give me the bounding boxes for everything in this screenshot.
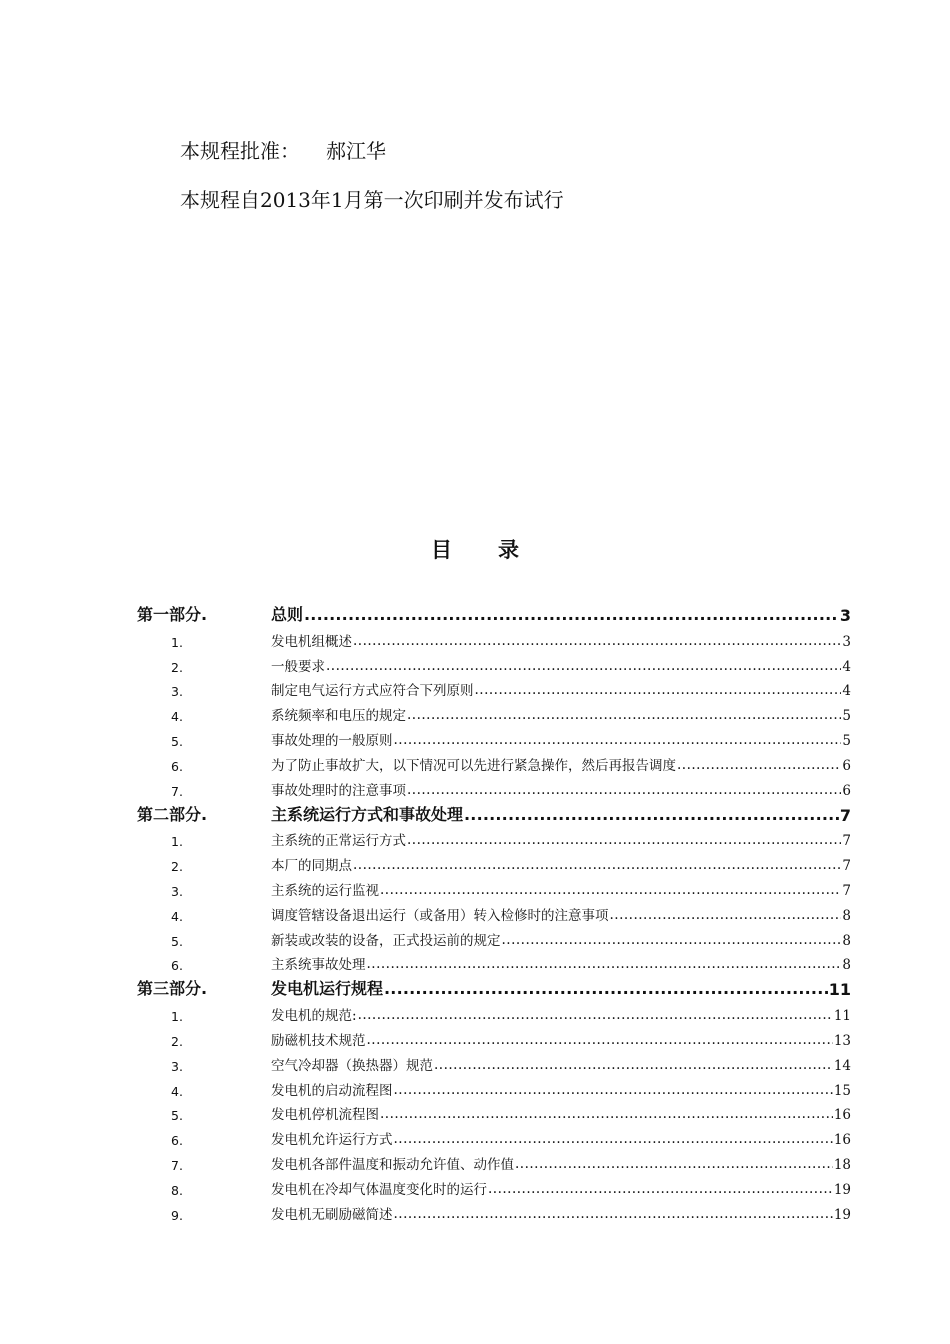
toc-entry[interactable]: [137, 949, 851, 974]
toc-entry-title: 发电机在冷却气体温度变化时的运行: [271, 1181, 487, 1198]
toc-page-number: 3: [839, 606, 851, 625]
toc-leader-dots: [353, 858, 841, 872]
toc-entry-title: 主系统的运行监视: [271, 882, 379, 899]
toc-entry-number: 4.: [171, 908, 183, 924]
approver-name: 郝江华: [326, 139, 386, 163]
toc-part-entry[interactable]: [137, 799, 851, 825]
toc-leader-dots: [488, 1181, 833, 1195]
toc-entry-number: 1.: [171, 634, 183, 650]
toc-entry[interactable]: [137, 774, 851, 799]
toc-entry-title: 发电机各部件温度和振动允许值、动作值: [271, 1156, 514, 1173]
toc-entry-number: 第二部分.: [137, 804, 208, 824]
release-line: 本规程自2013年1月第一次印刷并发布试行: [180, 188, 564, 212]
toc-leader-dots: [394, 1082, 833, 1096]
toc-leader-dots: [407, 782, 841, 796]
toc-page-number: 11: [833, 1008, 851, 1025]
toc-page-number: 7: [842, 858, 851, 875]
toc-page-number: 8: [842, 907, 851, 924]
toc-leader-dots: [384, 980, 828, 996]
toc-page-number: 18: [833, 1156, 851, 1173]
toc-page-number: 14: [833, 1057, 851, 1074]
toc-leader-dots: [515, 1156, 833, 1170]
toc-leader-dots: [304, 606, 839, 622]
toc-entry[interactable]: [137, 899, 851, 924]
toc-entry-number: 第三部分.: [137, 979, 208, 999]
toc-entry-number: 6.: [171, 758, 183, 774]
toc-leader-dots: [394, 1206, 833, 1220]
toc-leader-dots: [326, 658, 841, 672]
toc-page-number: 6: [842, 757, 851, 774]
toc-entry[interactable]: [137, 1148, 851, 1173]
toc-entry-number: 1.: [171, 834, 183, 850]
toc-entry-title: 本厂的同期点: [271, 858, 352, 875]
toc-entry[interactable]: [137, 1198, 851, 1223]
toc-entry-number: 5.: [171, 1108, 183, 1124]
toc-entry-title: 系统频率和电压的规定: [271, 708, 406, 725]
toc-page-number: 6: [842, 782, 851, 799]
toc-entry-number: 4.: [171, 1083, 183, 1099]
toc-entry[interactable]: [137, 849, 851, 874]
toc-entry[interactable]: [137, 1173, 851, 1198]
toc-entry-title: 事故处理时的注意事项: [271, 782, 406, 799]
toc-leader-dots: [380, 882, 841, 896]
toc-entry-number: 4.: [171, 709, 183, 725]
toc-entry-number: 3.: [171, 1058, 183, 1074]
toc-entry[interactable]: [137, 625, 851, 650]
toc-entry-title: 主系统的正常运行方式: [271, 833, 406, 850]
toc-leader-dots: [434, 1057, 833, 1071]
toc-entry-title: 发电机允许运行方式: [271, 1132, 393, 1149]
toc-entry-title: 空气冷却器（换热器）规范: [271, 1057, 433, 1074]
toc-entry[interactable]: [137, 749, 851, 774]
toc-entry[interactable]: [137, 999, 851, 1024]
toc-page-number: 11: [828, 980, 851, 1000]
toc-page-number: 4: [842, 683, 851, 700]
toc-entry-number: 6.: [171, 958, 183, 974]
toc-entry-number: 8.: [171, 1182, 183, 1198]
toc-entry[interactable]: [137, 724, 851, 749]
toc-entry-title: 事故处理的一般原则: [271, 732, 393, 749]
toc-page-number: 16: [833, 1132, 851, 1149]
toc-entry-number: 3.: [171, 883, 183, 899]
toc-entry-title: 为了防止事故扩大，以下情况可以先进行紧急操作，然后再报告调度: [271, 757, 676, 774]
toc-entry-title: 发电机的启动流程图: [271, 1082, 393, 1099]
toc-leader-dots: [407, 833, 841, 847]
toc-entry-number: 2.: [171, 1033, 183, 1049]
toc-entry[interactable]: [137, 1099, 851, 1124]
toc-entry-number: 3.: [171, 684, 183, 700]
toc-page-number: 8: [842, 932, 851, 949]
toc-entry-number: 5.: [171, 733, 183, 749]
toc-page-number: 15: [833, 1082, 851, 1099]
toc-entry[interactable]: [137, 1049, 851, 1074]
toc-leader-dots: [502, 932, 842, 946]
toc-leader-dots: [353, 633, 841, 647]
toc-leader-dots: [380, 1107, 833, 1121]
toc-page-number: 7: [839, 805, 851, 825]
toc-entry-number: 7.: [171, 1157, 183, 1173]
toc-entry-number: 9.: [171, 1207, 183, 1223]
toc-page-number: 4: [842, 658, 851, 675]
toc-leader-dots: [367, 957, 842, 971]
toc-leader-dots: [407, 708, 841, 722]
toc-page-number: 19: [833, 1206, 851, 1223]
toc-leader-dots: [394, 1132, 833, 1146]
toc-leader-dots: [464, 806, 839, 822]
toc-page-number: 7: [842, 833, 851, 850]
toc-page-number: 8: [842, 957, 851, 974]
toc-entry-title: 发电机组概述: [271, 633, 352, 650]
toc-entry-title: 励磁机技术规范: [271, 1032, 366, 1049]
toc-entry[interactable]: [137, 675, 851, 700]
toc-leader-dots: [677, 757, 841, 771]
toc-entry-number: 5.: [171, 933, 183, 949]
toc-entry-title: 新装或改装的设备，正式投运前的规定: [271, 932, 501, 949]
toc-page-number: 5: [842, 732, 851, 749]
toc-entry[interactable]: [137, 650, 851, 675]
toc-page-number: 16: [833, 1107, 851, 1124]
toc-entry-title: 一般要求: [271, 658, 325, 675]
toc-title: 目录: [431, 537, 565, 562]
toc-leader-dots: [358, 1008, 833, 1022]
toc-entry-number: 2.: [171, 659, 183, 675]
toc-entry-title: 主系统事故处理: [271, 957, 366, 974]
table-of-contents: [137, 599, 851, 1223]
toc-entry-number: 6.: [171, 1133, 183, 1149]
toc-entry-title: 总则: [271, 605, 304, 624]
toc-page-number: 5: [842, 708, 851, 725]
toc-leader-dots: [475, 683, 842, 697]
toc-entry[interactable]: [137, 699, 851, 724]
toc-entry-number: 1.: [171, 1009, 183, 1025]
toc-page-number: 13: [833, 1032, 851, 1049]
toc-entry[interactable]: [137, 1074, 851, 1099]
toc-entry[interactable]: [137, 1123, 851, 1148]
toc-entry[interactable]: [137, 874, 851, 899]
approval-label: 本规程批准：: [180, 139, 300, 163]
toc-leader-dots: [367, 1032, 833, 1046]
toc-entry-number: 7.: [171, 783, 183, 799]
toc-entry[interactable]: [137, 1024, 851, 1049]
toc-entry-title: 发电机无刷励磁简述: [271, 1206, 393, 1223]
toc-leader-dots: [610, 907, 842, 921]
toc-entry[interactable]: [137, 825, 851, 850]
toc-page-number: 19: [833, 1181, 851, 1198]
toc-entry-title: 发电机停机流程图: [271, 1107, 379, 1124]
toc-entry-number: 2.: [171, 859, 183, 875]
toc-leader-dots: [394, 732, 842, 746]
toc-entry-title: 发电机的规范:: [271, 1008, 357, 1025]
toc-entry-title: 发电机运行规程: [271, 979, 384, 999]
toc-part-entry[interactable]: [137, 599, 851, 625]
toc-entry-title: 调度管辖设备退出运行（或备用）转入检修时的注意事项: [271, 907, 609, 924]
toc-page-number: 3: [842, 633, 851, 650]
toc-entry-title: 制定电气运行方式应符合下列原则: [271, 683, 474, 700]
approval-line: [180, 139, 386, 163]
toc-entry-title: 主系统运行方式和事故处理: [271, 804, 464, 824]
toc-part-entry[interactable]: [137, 973, 851, 999]
toc-entry-number: 第一部分.: [137, 605, 208, 624]
toc-entry[interactable]: [137, 924, 851, 949]
toc-page-number: 7: [842, 882, 851, 899]
